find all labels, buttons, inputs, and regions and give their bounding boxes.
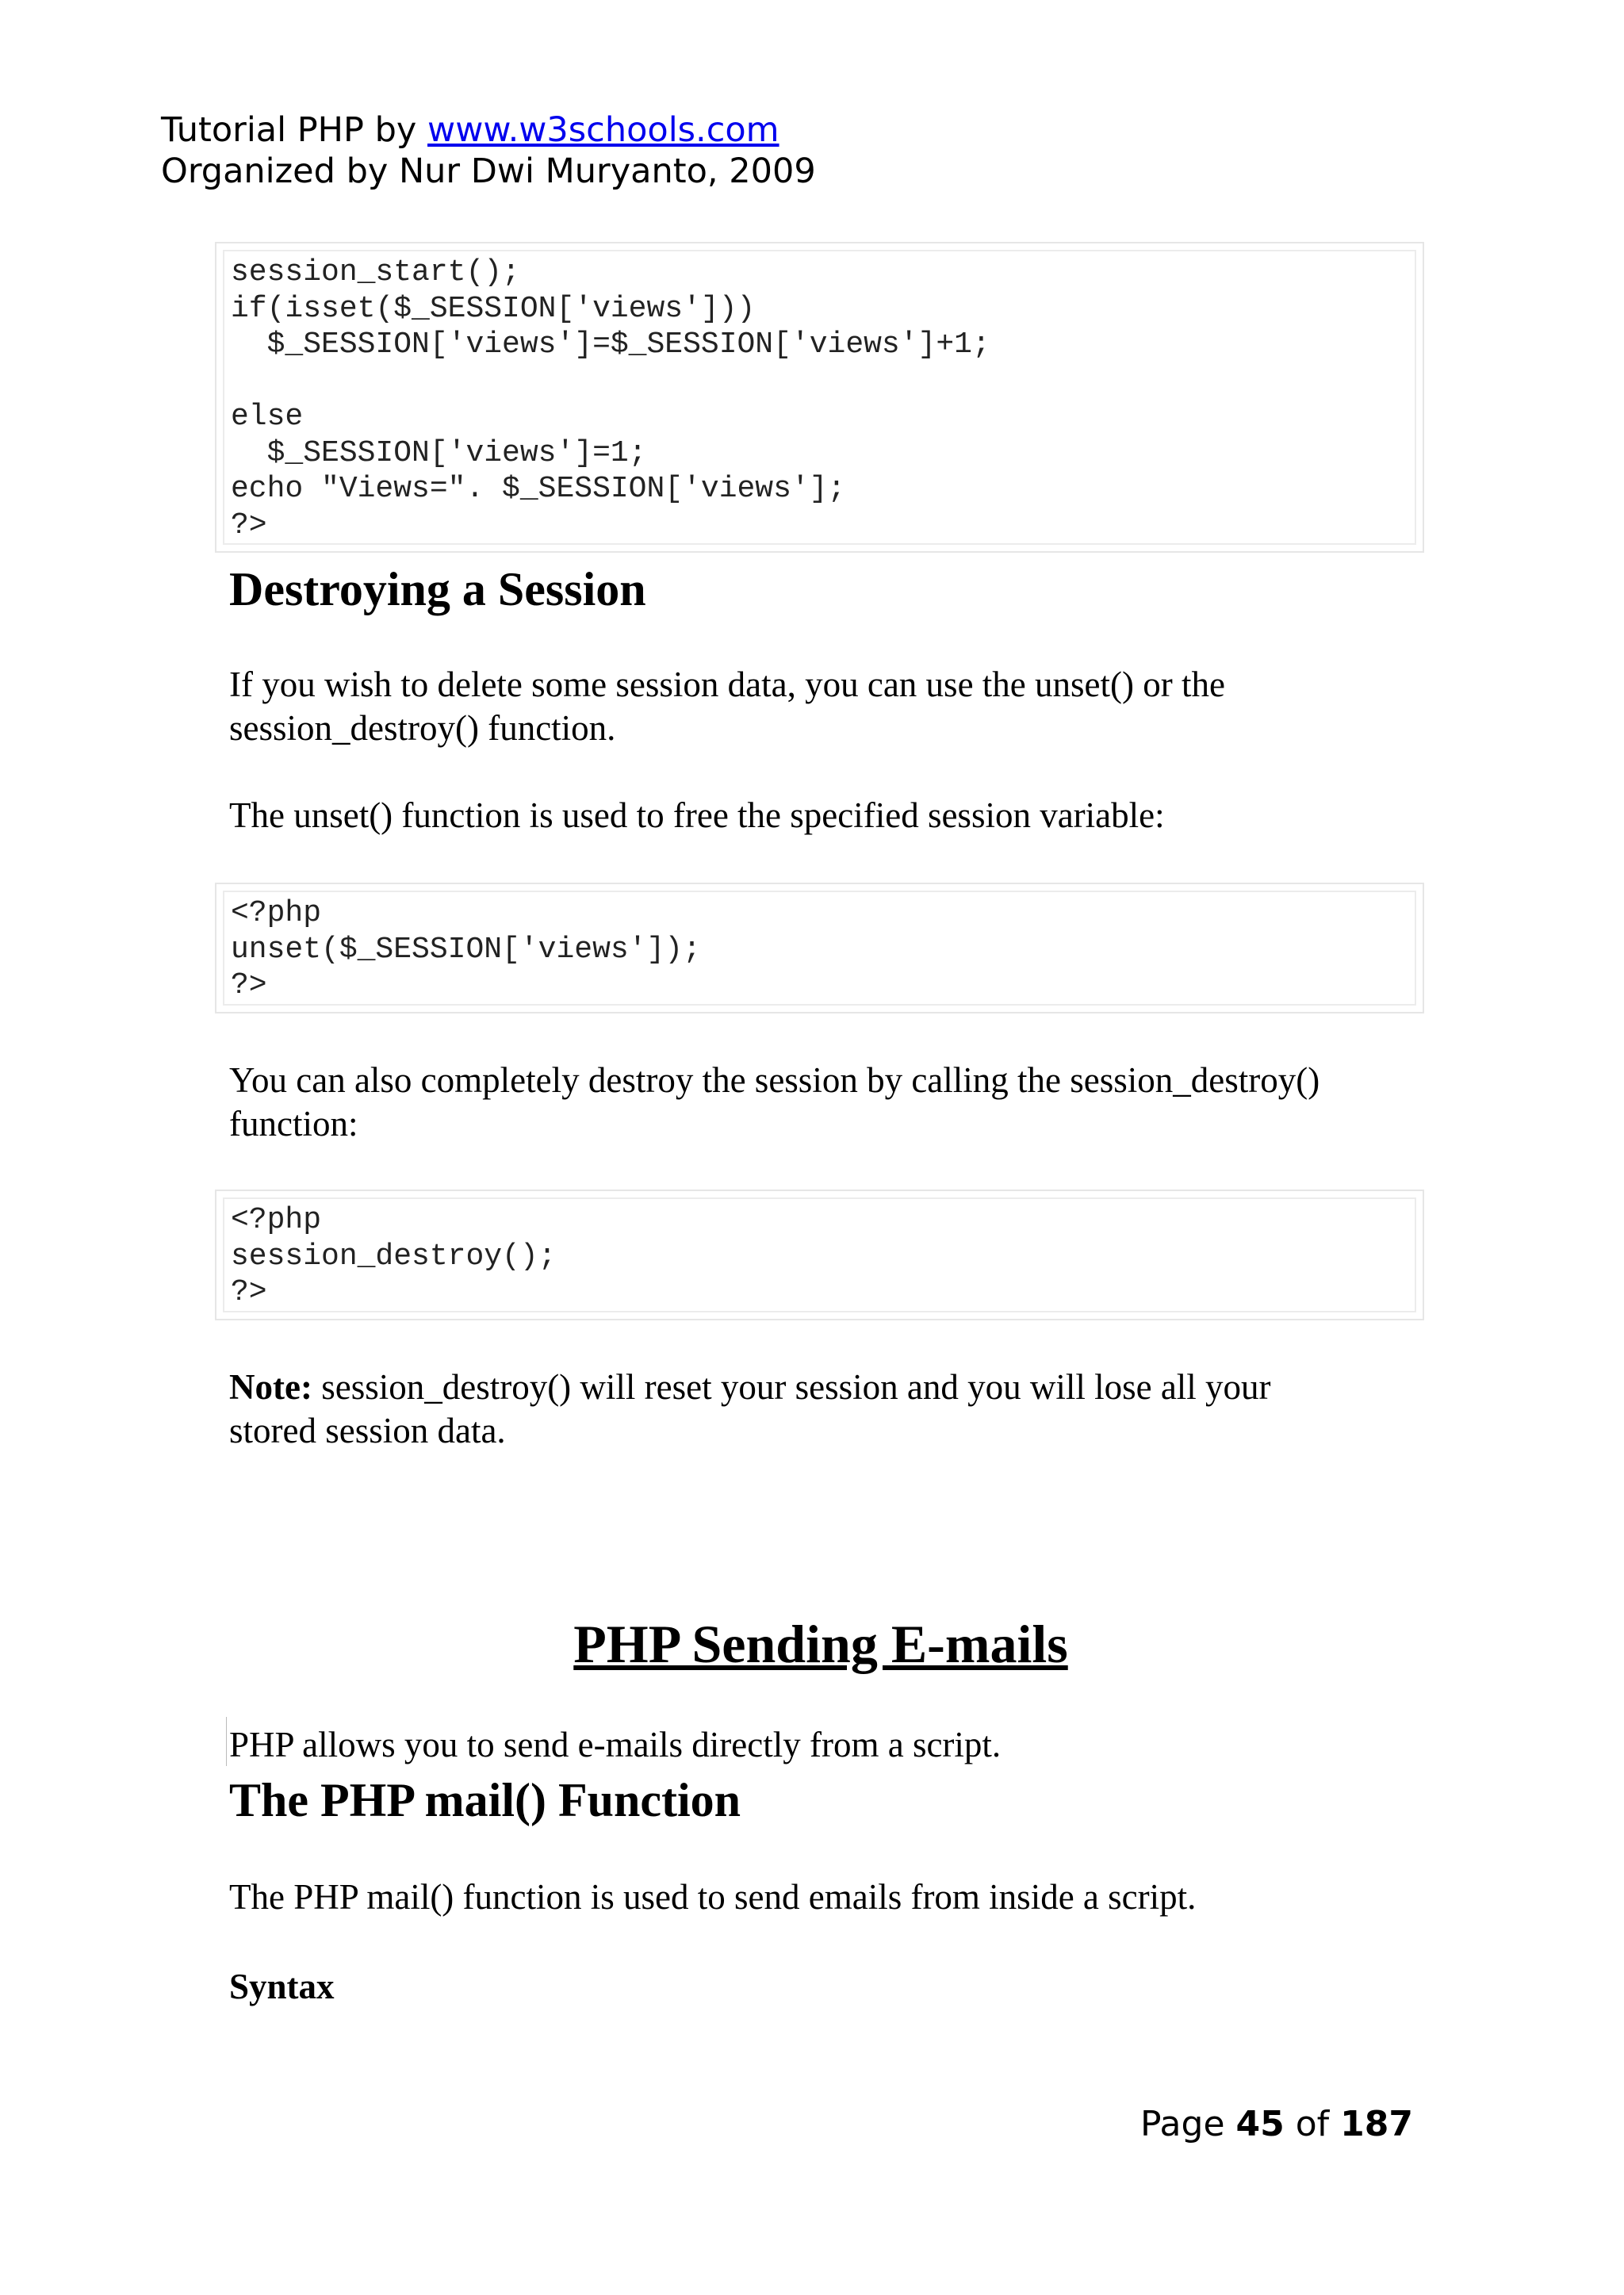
header-line-2: Organized by Nur Dwi Muryanto, 2009 <box>161 151 816 191</box>
paragraph-line: session_destroy() function. <box>229 708 616 748</box>
code-line: ?> <box>231 508 267 542</box>
code-line: <?php <box>231 1203 322 1237</box>
heading-mail-function: The PHP mail() Function <box>229 1774 741 1826</box>
code-block-inner <box>223 891 1416 1006</box>
code-line <box>231 363 1415 400</box>
code-line: session_destroy(); <box>231 1239 557 1274</box>
code-block-inner <box>223 250 1416 545</box>
code-line: ?> <box>231 968 267 1002</box>
code-block-session-views <box>215 242 1424 553</box>
paragraph-mail-description: The PHP mail() function is used to send emails from inside a script. <box>229 1877 1197 1917</box>
code-line: echo "Views=". $_SESSION['views']; <box>231 472 846 506</box>
heading-destroying-session: Destroying a Session <box>229 563 646 615</box>
paragraph-delete-session-data <box>229 663 1442 750</box>
code-block-session-destroy <box>215 1190 1424 1320</box>
footer-current-page: 45 <box>1235 2104 1285 2144</box>
header-line-1 <box>161 109 816 151</box>
paragraph-line <box>229 1366 1442 1409</box>
code-line: $_SESSION['views']=1; <box>231 435 647 470</box>
text-cursor-mark <box>226 1717 227 1766</box>
note-paragraph <box>229 1366 1442 1453</box>
paragraph-email-intro: PHP allows you to send e-mails directly from a script. <box>229 1725 1002 1764</box>
page-header <box>161 109 816 192</box>
page-footer <box>1140 2103 1413 2146</box>
footer-total-pages: 187 <box>1340 2104 1413 2144</box>
code-line: ?> <box>231 1275 267 1309</box>
code-line: session_start(); <box>231 255 520 289</box>
paragraph-line: stored session data. <box>229 1411 506 1450</box>
w3schools-link[interactable]: www.w3schools.com <box>427 110 779 150</box>
paragraph-line: You can also completely destroy the session by calling the session_destroy() <box>229 1060 1320 1100</box>
chapter-title: PHP Sending E-mails <box>573 1614 1068 1674</box>
note-label: Note: <box>229 1367 312 1407</box>
note-text: session_destroy() will reset your session and you will lose all your <box>312 1367 1271 1407</box>
code-block-inner <box>223 1197 1416 1312</box>
paragraph-unset-description: The unset() function is used to free the specified session variable: <box>229 795 1165 835</box>
code-line: <?php <box>231 896 322 930</box>
code-block-unset <box>215 883 1424 1013</box>
heading-syntax: Syntax <box>229 1967 335 2006</box>
paragraph-line: function: <box>229 1104 358 1144</box>
footer-page-word: Page <box>1140 2104 1236 2144</box>
code-line: unset($_SESSION['views']); <box>231 932 701 967</box>
paragraph-destroy-description <box>229 1059 1442 1146</box>
code-line: else <box>231 400 304 434</box>
header-prefix: Tutorial PHP by <box>161 110 428 150</box>
code-line: $_SESSION['views']=$_SESSION['views']+1; <box>231 328 990 362</box>
footer-of-word: of <box>1284 2104 1341 2144</box>
paragraph-line: If you wish to delete some session data, you can use the unset() or the <box>229 665 1225 704</box>
code-line: if(isset($_SESSION['views'])) <box>231 291 756 326</box>
